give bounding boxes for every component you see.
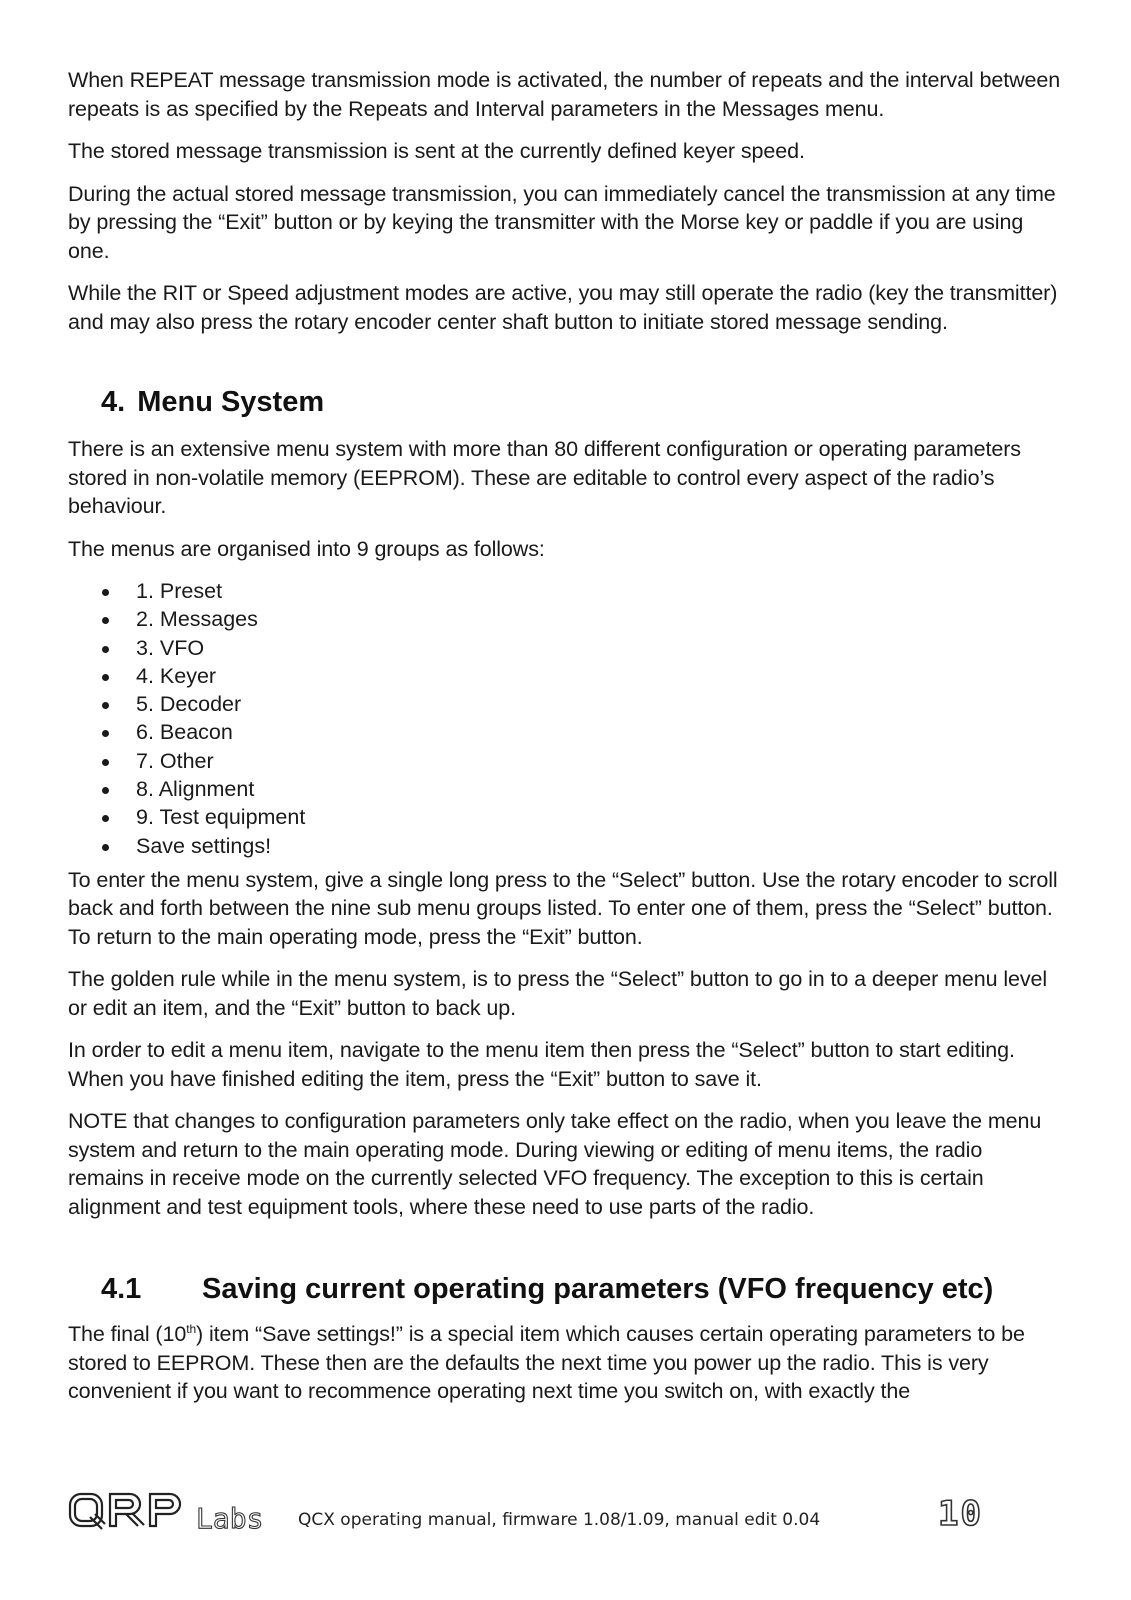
section-heading-menu-system [101,386,1063,419]
bullet-icon [102,702,109,709]
list-item: 7. Other [102,747,1063,775]
page-footer [68,1490,1063,1538]
section-number: 4.1 [101,1273,142,1306]
list-item: 3. VFO [102,634,1063,662]
bullet-icon [102,674,109,681]
paragraph: The stored message transmission is sent at the currently defined keyer speed. [68,139,805,163]
bullet-icon [102,617,109,624]
superscript: th [186,1322,197,1337]
paragraph: The golden rule while in the menu system, is to press the “Select” button to go in to a deeper menu level or edit an item, and the “Exit” button to back up. [68,967,1048,1020]
paragraph: There is an extensive menu system with more than 80 different configuration or operating parameters stored in non-volatile memory (EEPROM). These are editable to control every aspect of the radio’s behaviour. [68,437,1021,518]
logo-text: Labs [196,1502,264,1534]
list-item: 5. Decoder [102,690,1063,718]
paragraph: During the actual stored message transmission, you can immediately cancel the transmission at any time by pressing the “Exit” button or by keying the transmitter with the Morse key or paddle if you are using one. [68,181,1056,263]
list-item: 8. Alignment [102,775,1063,803]
bullet-icon [102,815,109,822]
paragraph: The final (10th) item “Save settings!” is a special item which causes certain operating parameters to be stored to EEPROM. These then are the defaults the next time you power up the radio. This is very convenient if you want to recommence operating next time you switch on, with exactly the [68,1322,1025,1404]
bullet-icon [102,646,109,653]
paragraph: NOTE that changes to configuration parameters only take effect on the radio, when you leave the menu system and return to the main operating mode. During viewing or editing of menu items, the radio remains in receive mode on the currently selected VFO frequency. The exception to this is certain alignment and test equipment tools, where these need to use parts of the radio. [68,1109,1042,1219]
list-item: Save settings! [102,832,1063,860]
list-item: 6. Beacon [102,718,1063,746]
list-item: 2. Messages [102,605,1063,633]
footer-text: QCX operating manual, firmware 1.08/1.09, manual edit 0.04 [298,1510,821,1530]
paragraph: While the RIT or Speed adjustment modes are active, you may still operate the radio (key the transmitter) and may also press the rotary encoder center shaft button to initiate stored message sending. [68,281,1058,334]
section-heading-saving-parameters [101,1273,1063,1306]
page-content [68,66,1063,1420]
paragraph: In order to edit a menu item, navigate to the menu item then press the “Select” button to start editing. When you have finished editing the item, press the “Exit” button to save it. [68,1038,1015,1091]
list-item: 1. Preset [102,577,1063,605]
paragraph: The menus are organised into 9 groups as follows: [68,536,545,561]
menu-groups-list [68,577,1063,860]
page-number: 10 [938,1494,983,1534]
bullet-icon [102,844,109,851]
paragraph: When REPEAT message transmission mode is activated, the number of repeats and the interval between repeats is as specified by the Repeats and Interval parameters in the Messages menu. [68,68,1061,121]
section-number: 4. [101,386,126,418]
bullet-icon [102,759,109,766]
bullet-icon [102,589,109,596]
paragraph: To enter the menu system, give a single long press to the “Select” button. Use the rotary encoder to scroll back and forth between the nine sub menu groups listed. To enter one of them, press the “Select” button. To return to the main operating mode, press the “Exit” button. [68,867,1058,949]
section-title: Saving current operating parameters (VFO frequency etc) [202,1273,994,1306]
bullet-icon [102,787,109,794]
bullet-icon [102,730,109,737]
list-item: 4. Keyer [102,662,1063,690]
section-title: Menu System [137,386,325,418]
qrp-labs-logo [68,1490,288,1534]
list-item: 9. Test equipment [102,803,1063,831]
